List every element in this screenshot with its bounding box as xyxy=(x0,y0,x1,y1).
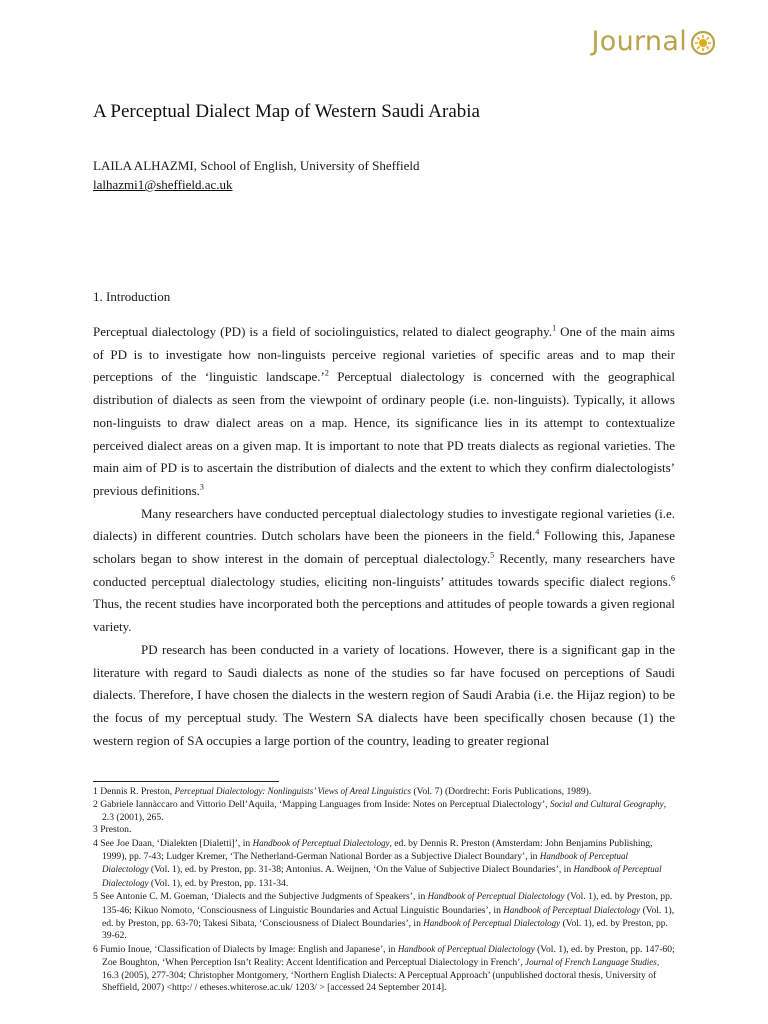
author-name: LAILA ALHAZMI xyxy=(93,158,194,173)
footnote-text: (Vol. 1), ed. by Preston, pp. 39-62. xyxy=(102,918,668,942)
footnote-marker[interactable]: 1 xyxy=(552,323,557,333)
body-paragraph xyxy=(93,503,675,639)
footnote xyxy=(93,837,675,891)
footnote-text: 3 Preston. xyxy=(93,824,132,836)
paragraph-text: One of the main aims of PD is to investigate how non-linguists perceive regional varieties of specific areas and to map their perceptions of the ‘linguistic landscape.’ xyxy=(93,324,675,385)
footnote-text: , ed. by Dennis R. Preston (Amsterdam: John Benjamins Publishing, 1999), pp. 7-43; Ludger Kremer, ‘The Netherland-German National Border as a Subjective Dialect Boundary’, in xyxy=(102,837,653,863)
footnote-work-title: Handbook of Perceptual Dialectology xyxy=(252,837,390,848)
footnote-text: (Vol. 1), ed. by Preston, pp. 135-46; Kikuo Nomoto, ‘Consciousness of Linguistic Boundaries and Actual Linguistic Boundaries’, in xyxy=(102,891,673,916)
footnote-text: 5 See Antonie C. M. Goeman, ‘Dialects and the Subjective Judgments of Speakers’, in xyxy=(93,891,428,903)
footnote-work-title: Handbook of Perceptual Dialectology xyxy=(423,918,561,929)
body-paragraph xyxy=(93,321,675,503)
footnote-work-title: Social and Cultural Geography xyxy=(549,799,664,810)
footnote-work-title: Handbook of Perceptual Dialectology xyxy=(427,891,565,902)
footnote-work-title: Handbook of Perceptual Dialectology xyxy=(102,851,629,875)
footnote-text: 6 Fumio Inoue, ‘Classification of Dialects by Image: English and Japanese’, in xyxy=(93,943,398,955)
footnote-text: , 2.3 (2001), 265. xyxy=(102,799,667,823)
footnote-text: (Vol. 1), ed. by Preston, pp. 63-70; Takesi Sibata, ‘Consciousness of Dialect Boundaries’, in xyxy=(102,904,675,930)
footnote-work-title: Handbook of Perceptual Dialectology xyxy=(503,904,641,915)
footnote xyxy=(93,798,675,824)
footnote-text: , 16.3 (2005), 277-304; Christopher Montgomery, ‘Northern English Dialects: A Perceptual Approach’ (unpublished doctoral thesis, University of Sheffield, 2007) <http:/ / etheses.whiterose.ac.uk/ 1203/ > [accessed 24 September 2014]. xyxy=(102,957,660,994)
body-paragraph xyxy=(93,639,675,753)
footnote-text: (Vol. 7) (Dordrecht: Foris Publications, 1989). xyxy=(411,786,592,797)
footnote-marker[interactable]: 6 xyxy=(671,573,675,583)
footnote-marker[interactable]: 3 xyxy=(199,482,204,492)
author-email-link[interactable]: lalhazmi1@sheffield.ac.uk xyxy=(93,177,233,192)
footnotes xyxy=(93,785,675,995)
footnote-work-title: Perceptual Dialectology: Nonlinguists’ Views of Areal Linguistics xyxy=(174,786,412,796)
footnote-text: 4 See Joe Daan, ‘Dialekten [Dialetti]’, in xyxy=(93,837,253,849)
footnote xyxy=(93,943,675,995)
author-line xyxy=(93,158,420,174)
footnote-text: (Vol. 1), ed. by Preston, pp. 131-34. xyxy=(148,877,289,889)
section-heading: 1. Introduction xyxy=(93,289,171,304)
body-text xyxy=(93,321,675,752)
footnote xyxy=(93,890,675,943)
paragraph-text: Recently, many researchers have conducted perceptual dialectology studies, eliciting non-linguists’ attitudes towards specific dialect regions. xyxy=(93,551,675,589)
paragraph-text: Thus, the recent studies have incorporated both the perceptions and attitudes of people towards a given regional variety. xyxy=(93,596,675,635)
footnote-text: 2 Gabriele Iannàccaro and Vittorio Dell’Aquila, ‘Mapping Languages from Inside: Notes on Perceptual Dialectology’, xyxy=(93,799,550,811)
paragraph-text: Many researchers have conducted perceptual dialectology studies to investigate regional varieties (i.e. dialects) in different countries. Dutch scholars have been the pioneers in the field. xyxy=(93,505,675,544)
footnote xyxy=(93,824,675,836)
footnote-work-title: Handbook of Perceptual Dialectology xyxy=(102,864,662,888)
journal-logo xyxy=(592,26,716,57)
footnote-marker[interactable]: 4 xyxy=(535,528,540,537)
paragraph-text: Perceptual dialectology (PD) is a field of sociolinguistics, related to dialect geography. xyxy=(93,324,553,339)
footnote-divider xyxy=(93,781,279,782)
author-affiliation: , School of English, University of Sheffield xyxy=(193,158,420,173)
footnote-work-title: Handbook of Perceptual Dialectology xyxy=(397,943,535,954)
footnote-marker[interactable]: 2 xyxy=(324,369,329,379)
footnote-text: 1 Dennis R. Preston, xyxy=(93,786,175,797)
paper-title: A Perceptual Dialect Map of Western Saudi Arabia xyxy=(93,101,480,122)
footnote-text: (Vol. 1), ed. by Preston, pp. 31-38; Antonius. A. Weijnen, ‘On the Value of Subjective Dialect Boundaries’, in xyxy=(148,864,574,876)
footnote-work-title: Journal of French Language Studies xyxy=(525,957,657,968)
paragraph-text: PD research has been conducted in a variety of locations. However, there is a significant gap in the literature with regard to Saudi dialects as none of the studies so far have focused on perceptions of Saudi dialects. Therefore, I have chosen the dialects in the western region of Saudi Arabia (i.e. the Hijaz region) to be the focus of my perceptual study. The Western SA dialects have been specifically chosen because (1) the western region of SA occupies a large portion of the country, leading to greater regional xyxy=(93,641,675,748)
sunburst-circle-icon xyxy=(690,30,716,56)
footnote-text: (Vol. 1), ed. by Preston, pp. 147-60; Zoe Boughton, ‘When Perception Isn’t Reality: Accent Identification and Perceptual Dialectology in French’, xyxy=(102,943,675,969)
footnote-marker[interactable]: 5 xyxy=(490,550,495,560)
footnote xyxy=(93,785,675,798)
journal-logo-text: Journal xyxy=(591,26,687,57)
paragraph-text: Perceptual dialectology is concerned with the geographical distribution of dialects as seen from the viewpoint of ordinary people (i.e. non-linguists). Typically, it allows non-linguists to draw dialect areas on a map. Hence, its significance lies in its attempt to contextualize perceived dialect areas on a given map. It is important to note that PD treats dialects as regional varieties. The main aim of PD is to ascertain the distribution of dialects and the extent to which they confirm dialectologists’ previous definitions. xyxy=(93,369,675,498)
paragraph-text: Following this, Japanese scholars began to show interest in the domain of perceptual dialectology. xyxy=(93,528,675,567)
